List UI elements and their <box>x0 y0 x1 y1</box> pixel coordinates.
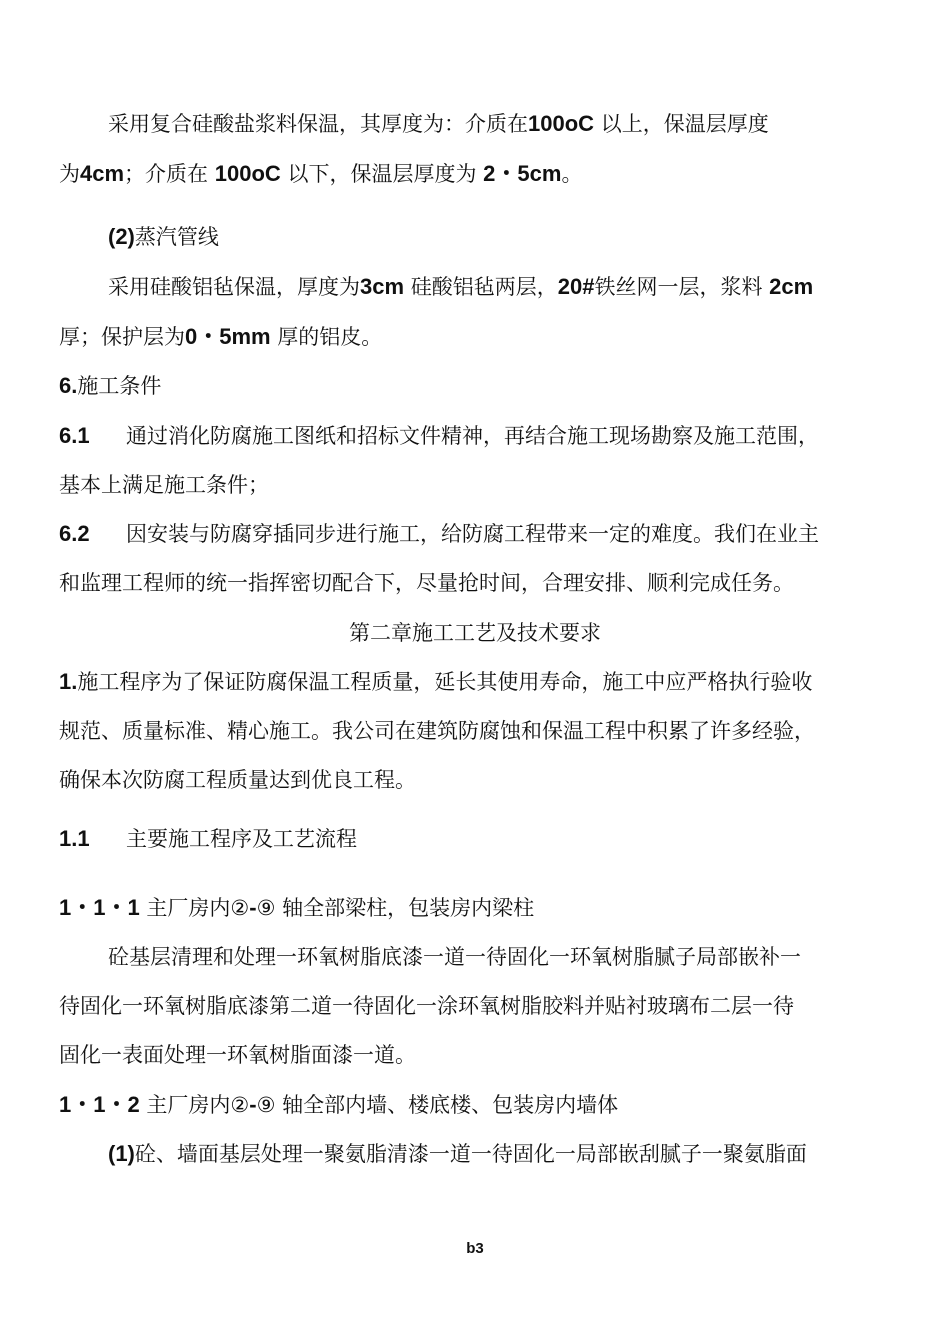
paragraph-line: 为4cm；介质在 100oC 以下，保温层厚度为 2・5cm。 <box>59 161 583 186</box>
paragraph-line: 固化一表面处理一环氧树脂面漆一道。 <box>59 1043 416 1067</box>
section-heading: 1・1・1 主厂房内②-⑨ 轴全部梁柱，包装房内梁柱 <box>59 895 535 920</box>
paragraph-line: 采用复合硅酸盐浆料保温，其厚度为：介质在100oC 以上，保温层厚度 <box>108 111 769 136</box>
paragraph-line: 基本上满足施工条件； <box>59 473 269 497</box>
paragraph-line: 1.施工程序为了保证防腐保温工程质量，延长其使用寿命，施工中应严格执行验收 <box>59 669 813 694</box>
paragraph-line: (1)砼、墙面基层处理一聚氨脂清漆一道一待固化一局部嵌刮腻子一聚氨脂面 <box>108 1141 807 1166</box>
paragraph-line: 采用硅酸铝毡保温，厚度为3cm 硅酸铝毡两层，20#铁丝网一层，浆料 2cm <box>108 274 814 299</box>
paragraph-line: 待固化一环氧树脂底漆第二道一待固化一涂环氧树脂胶料并贴衬玻璃布二层一待 <box>59 994 794 1018</box>
chapter-title: 第二章施工工艺及技术要求 <box>349 621 601 645</box>
section-heading: (2)蒸汽管线 <box>108 224 219 249</box>
section-heading: 1・1・2 主厂房内②-⑨ 轴全部内墙、楼底楼、包装房内墙体 <box>59 1092 619 1117</box>
paragraph-line: 6.1 通过消化防腐施工图纸和招标文件精神，再结合施工现场勘察及施工范围， <box>59 423 819 448</box>
paragraph-line: 规范、质量标准、精心施工。我公司在建筑防腐蚀和保温工程中积累了许多经验， <box>59 719 815 743</box>
section-heading: 1.1 主要施工程序及工艺流程 <box>59 826 357 851</box>
paragraph-line: 砼基层清理和处理一环氧树脂底漆一道一待固化一环氧树脂腻子局部嵌补一 <box>108 945 801 969</box>
page-number: b3 <box>466 1240 484 1257</box>
section-heading: 6.施工条件 <box>59 373 162 398</box>
paragraph-line: 确保本次防腐工程质量达到优良工程。 <box>59 768 416 792</box>
paragraph-line: 6.2 因安装与防腐穿插同步进行施工，给防腐工程带来一定的难度。我们在业主 <box>59 521 819 546</box>
paragraph-line: 厚；保护层为0・5mm 厚的铝皮。 <box>59 324 383 349</box>
paragraph-line: 和监理工程师的统一指挥密切配合下，尽量抢时间，合理安排、顺利完成任务。 <box>59 571 794 595</box>
